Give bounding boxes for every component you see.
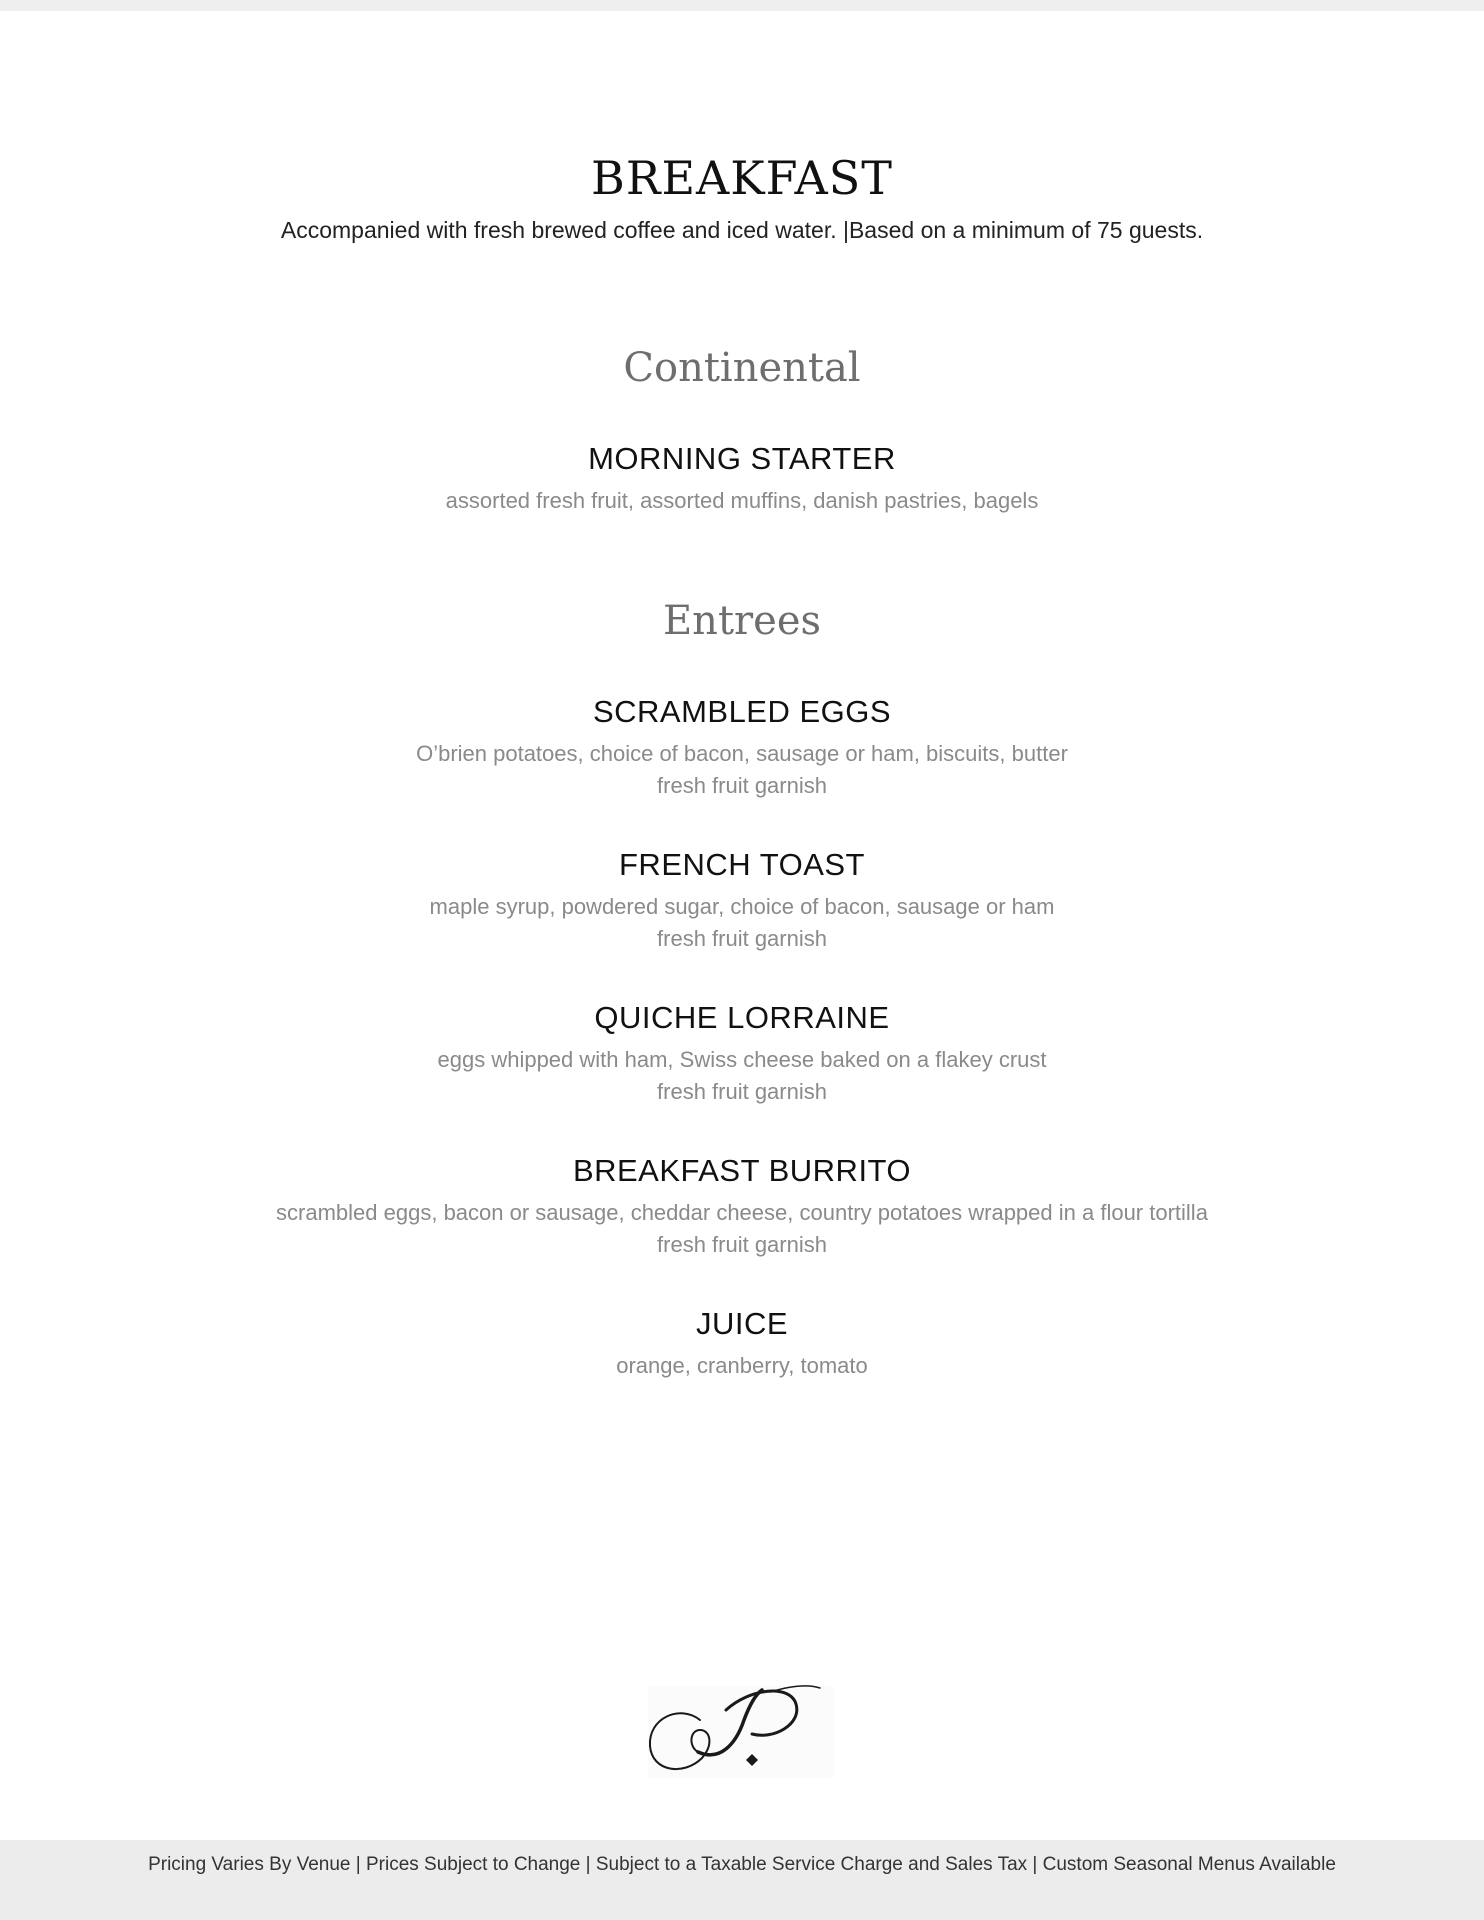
menu-item-desc: orange, cranberry, tomato — [616, 1353, 868, 1378]
menu-item-name: FRENCH TOAST — [619, 847, 865, 882]
menu-item-name: QUICHE LORRAINE — [594, 1000, 890, 1035]
menu-item-desc: fresh fruit garnish — [657, 773, 827, 798]
top-strip — [0, 0, 1484, 11]
menu-item-desc: assorted fresh fruit, assorted muffins, danish pastries, bagels — [445, 488, 1039, 513]
menu-item-name: JUICE — [695, 1306, 789, 1341]
script-p-monogram-icon — [640, 1680, 840, 1784]
menu-item-desc: fresh fruit garnish — [657, 1079, 827, 1104]
section-heading-continental: Continental — [623, 345, 861, 391]
page-subtitle: Accompanied with fresh brewed coffee and iced water. |Based on a minimum of 75 guests. — [280, 217, 1204, 243]
menu-item-desc: scrambled eggs, bacon or sausage, cheddar cheese, country potatoes wrapped in a flour tortilla — [276, 1200, 1208, 1225]
menu-item-name: MORNING STARTER — [588, 441, 896, 476]
section-heading-entrees: Entrees — [662, 598, 822, 644]
footer-text: Pricing Varies By Venue | Prices Subject to Change | Subject to a Taxable Service Charge and Sales Tax | Custom Seasonal Menus Available — [148, 1854, 1336, 1875]
menu-item-name: SCRAMBLED EGGS — [592, 694, 892, 729]
menu-item-desc: O’brien potatoes, choice of bacon, sausage or ham, biscuits, butter — [416, 741, 1068, 766]
page-title: BREAKFAST — [591, 151, 893, 205]
menu-item-desc: fresh fruit garnish — [657, 926, 827, 951]
menu-item-desc: fresh fruit garnish — [657, 1232, 827, 1257]
menu-item-desc: eggs whipped with ham, Swiss cheese baked on a flakey crust — [437, 1047, 1047, 1072]
menu-item-name: BREAKFAST BURRITO — [572, 1153, 912, 1188]
footer-bar — [0, 1840, 1484, 1920]
menu-item-desc: maple syrup, powdered sugar, choice of bacon, sausage or ham — [429, 894, 1055, 919]
